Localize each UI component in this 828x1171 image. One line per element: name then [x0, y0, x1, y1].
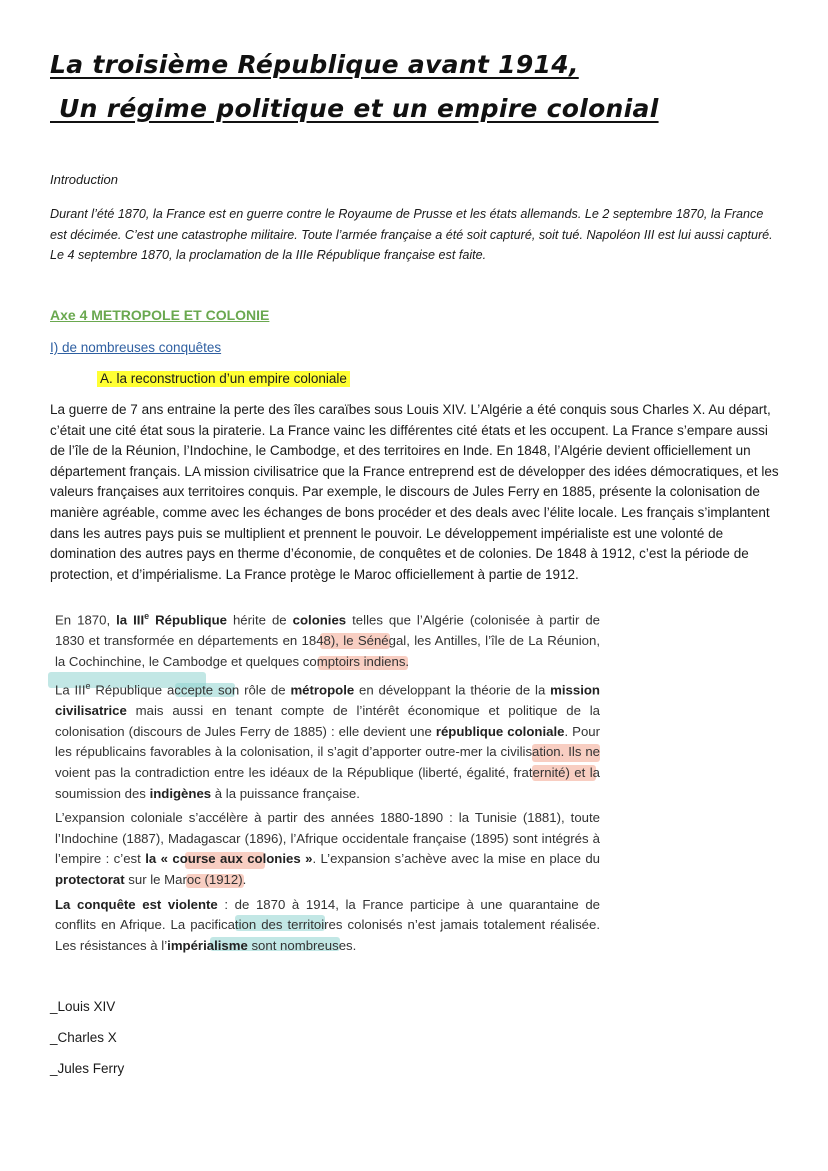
excerpt-paragraph-4: La conquête est violente : de 1870 à 1914, la France participe à une quarantaine de conflits en Afrique. La pacification des territoires colonisés n’est jamais totalement réalisée. Les résistances à l’impérialisme sont nombreuses.: [55, 896, 600, 953]
list-item: _Jules Ferry: [50, 1061, 125, 1076]
list-item: _Louis XIV: [50, 999, 116, 1014]
introduction-label: Introduction: [50, 172, 118, 187]
subsection-heading: A. la reconstruction d’un empire coloniale: [97, 371, 350, 387]
body-paragraph: La guerre de 7 ans entraine la perte des îles caraïbes sous Louis XIV. L’Algérie a été conquis sous Charles X. Au départ, c’était une cité état sous la piraterie. La France vainc les différentes cité états et les occupent. La France s’empare aussi de l’île de la Réunion, l’Indochine, le Cambodge, et des territoires en Inde. En 1848, l’Algérie devient officiellement un département français. LA mission civilisatrice que la France entreprend est de développer des idées démocratiques, et les valeurs françaises aux territoires conquis. Par exemple, le discours de Jules Ferry en 1885, présente la colonisation de manière agréable, comme avec les échanges de bons procéder et des deals avec l’élite locale. Les français s’implantent dans les autres pays puis se multiplient et prennent le pouvoir. Le développement impérialiste est une volonté de domination des autres pays en therme d’économie, de conquêtes et de colonies. De 1848 à 1912, c’est la période de protection, et d’impérialisme. La France protège le Maroc officiellement à partie de 1912.: [50, 402, 779, 582]
title-line-1: La troisième République avant 1914,: [50, 50, 579, 79]
excerpt-paragraph-3: L’expansion coloniale s’accélère à partir des années 1880-1890 : la Tunisie (1881), toute l’Indochine (1887), Madagascar (1896), l’Afrique occidentale française (1895) sont intégrés à l’empire : c’est la « course aux colonies ». L’expansion s’achève avec la mise en place du protectorat sur le Maroc (1912).: [55, 810, 601, 887]
axe-heading: Axe 4 METROPOLE ET COLONIE: [50, 307, 270, 323]
section-heading: I) de nombreuses conquêtes: [50, 340, 222, 355]
textbook-excerpt: [55, 606, 600, 981]
excerpt-paragraph-1: En 1870, la IIIe République hérite de colonies telles que l’Algérie (colonisée à partir de 1830 et transformée en départements en 1848), le Sénégal, les Antilles, l’île de La Réunion, la Cochinchine, le Cambodge et quelques comptoirs indiens.: [55, 611, 601, 669]
excerpt-paragraph-2: La IIIe République accepte son rôle de métropole en développant la théorie de la mission civilisatrice mais aussi en tenant compte de l’intérêt économique et politique de la colonisation (discours de Jules Ferry de 1885) : elle devient une république coloniale. Pour les républicains favorables à la colonisation, il s’agit d’apporter outre-mer la civilisation. Ils ne voient pas la contradiction entre les idéaux de la République (liberté, égalité, fraternité) et la soumission des indigènes à la puissance française.: [55, 681, 601, 801]
title-line-2: Un régime politique et un empire colonial: [50, 94, 659, 123]
introduction-text: Durant l’été 1870, la France est en guerre contre le Royaume de Prusse et les états allemands. Le 2 septembre 1870, la France est décimée. C’est une catastrophe militaire. Toute l’armée française a été soit capturé, soit tué. Napoléon III est lui aussi capturé. Le 4 septembre 1870, la proclamation de la IIIe République française est faite.: [50, 207, 773, 262]
list-item: _Charles X: [50, 1030, 117, 1045]
